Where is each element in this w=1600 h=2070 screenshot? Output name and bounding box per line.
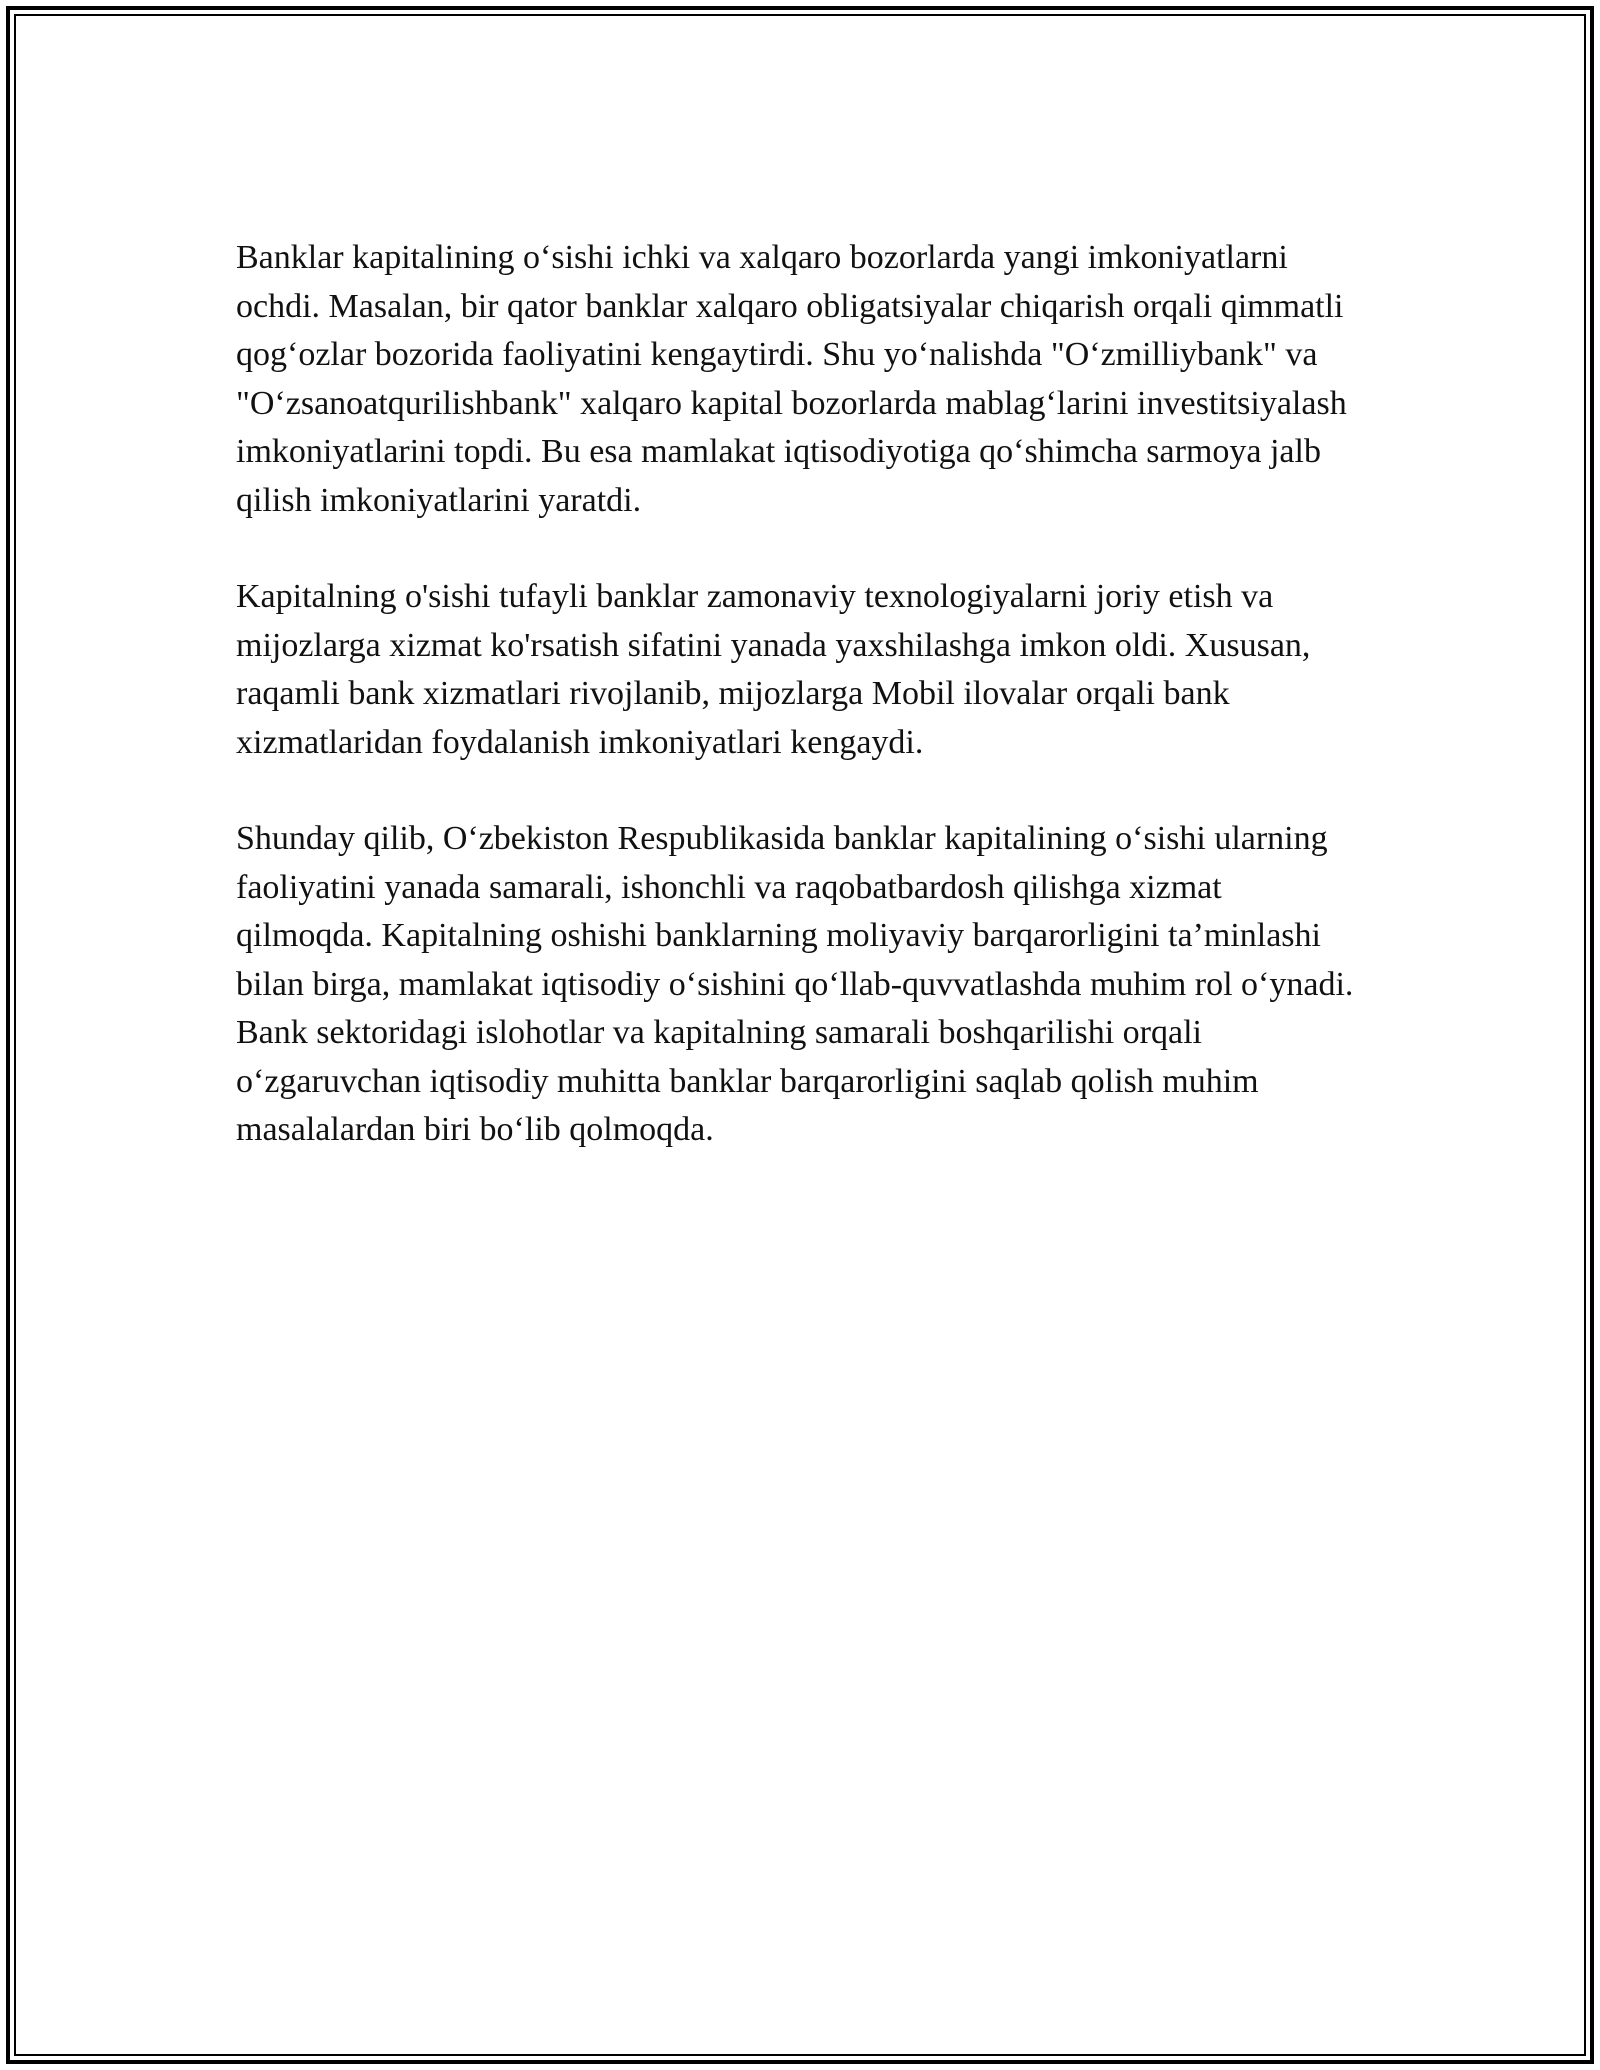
document-body — [236, 234, 1366, 1155]
paragraph-2: Kapitalning o'sishi tufayli banklar zamonaviy texnologiyalarni joriy etish va mijozlarga xizmat ko'rsatish sifatini yanada yaxshilashga imkon oldi. Xususan, raqamli bank xizmatlari rivojlanib, mijozlarga Mobil ilovalar orqali bank xizmatlaridan foydalanish imkoniyatlari kengaydi. — [236, 578, 1311, 761]
paragraph-1: Banklar kapitalining o‘sishi ichki va xalqaro bozorlarda yangi imkoniyatlarni ochdi. Masalan, bir qator banklar xalqaro obligatsiyalar chiqarish orqali qimmatli qog‘ozlar bozorida faoliyatini kengaytirdi. Shu yo‘nalishda "O‘zmilliybank" va "O‘zsanoatqurilishbank" xalqaro kapital bozorlarda mablag‘larini investitsiyalash imkoniyatlarini topdi. Bu esa mamlakat iqtisodiyotiga qo‘shimcha sarmoya jalb qilish imkoniyatlarini yaratdi. — [236, 239, 1347, 519]
paragraph-3: Shunday qilib, O‘zbekiston Respublikasida banklar kapitalining o‘sishi ularning faoliyatini yanada samarali, ishonchli va raqobatbardosh qilishga xizmat qilmoqda. Kapitalning oshishi banklarning moliyaviy barqarorligini ta’minlashi bilan birga, mamlakat iqtisodiy o‘sishini qo‘llab-quvvatlashda muhim rol o‘ynadi. Bank sektoridagi islohotlar va kapitalning samarali boshqarilishi orqali o‘zgaruvchan iqtisodiy muhitta banklar barqarorligini saqlab qolish muhim masalalardan biri bo‘lib qolmoqda. — [236, 820, 1354, 1148]
